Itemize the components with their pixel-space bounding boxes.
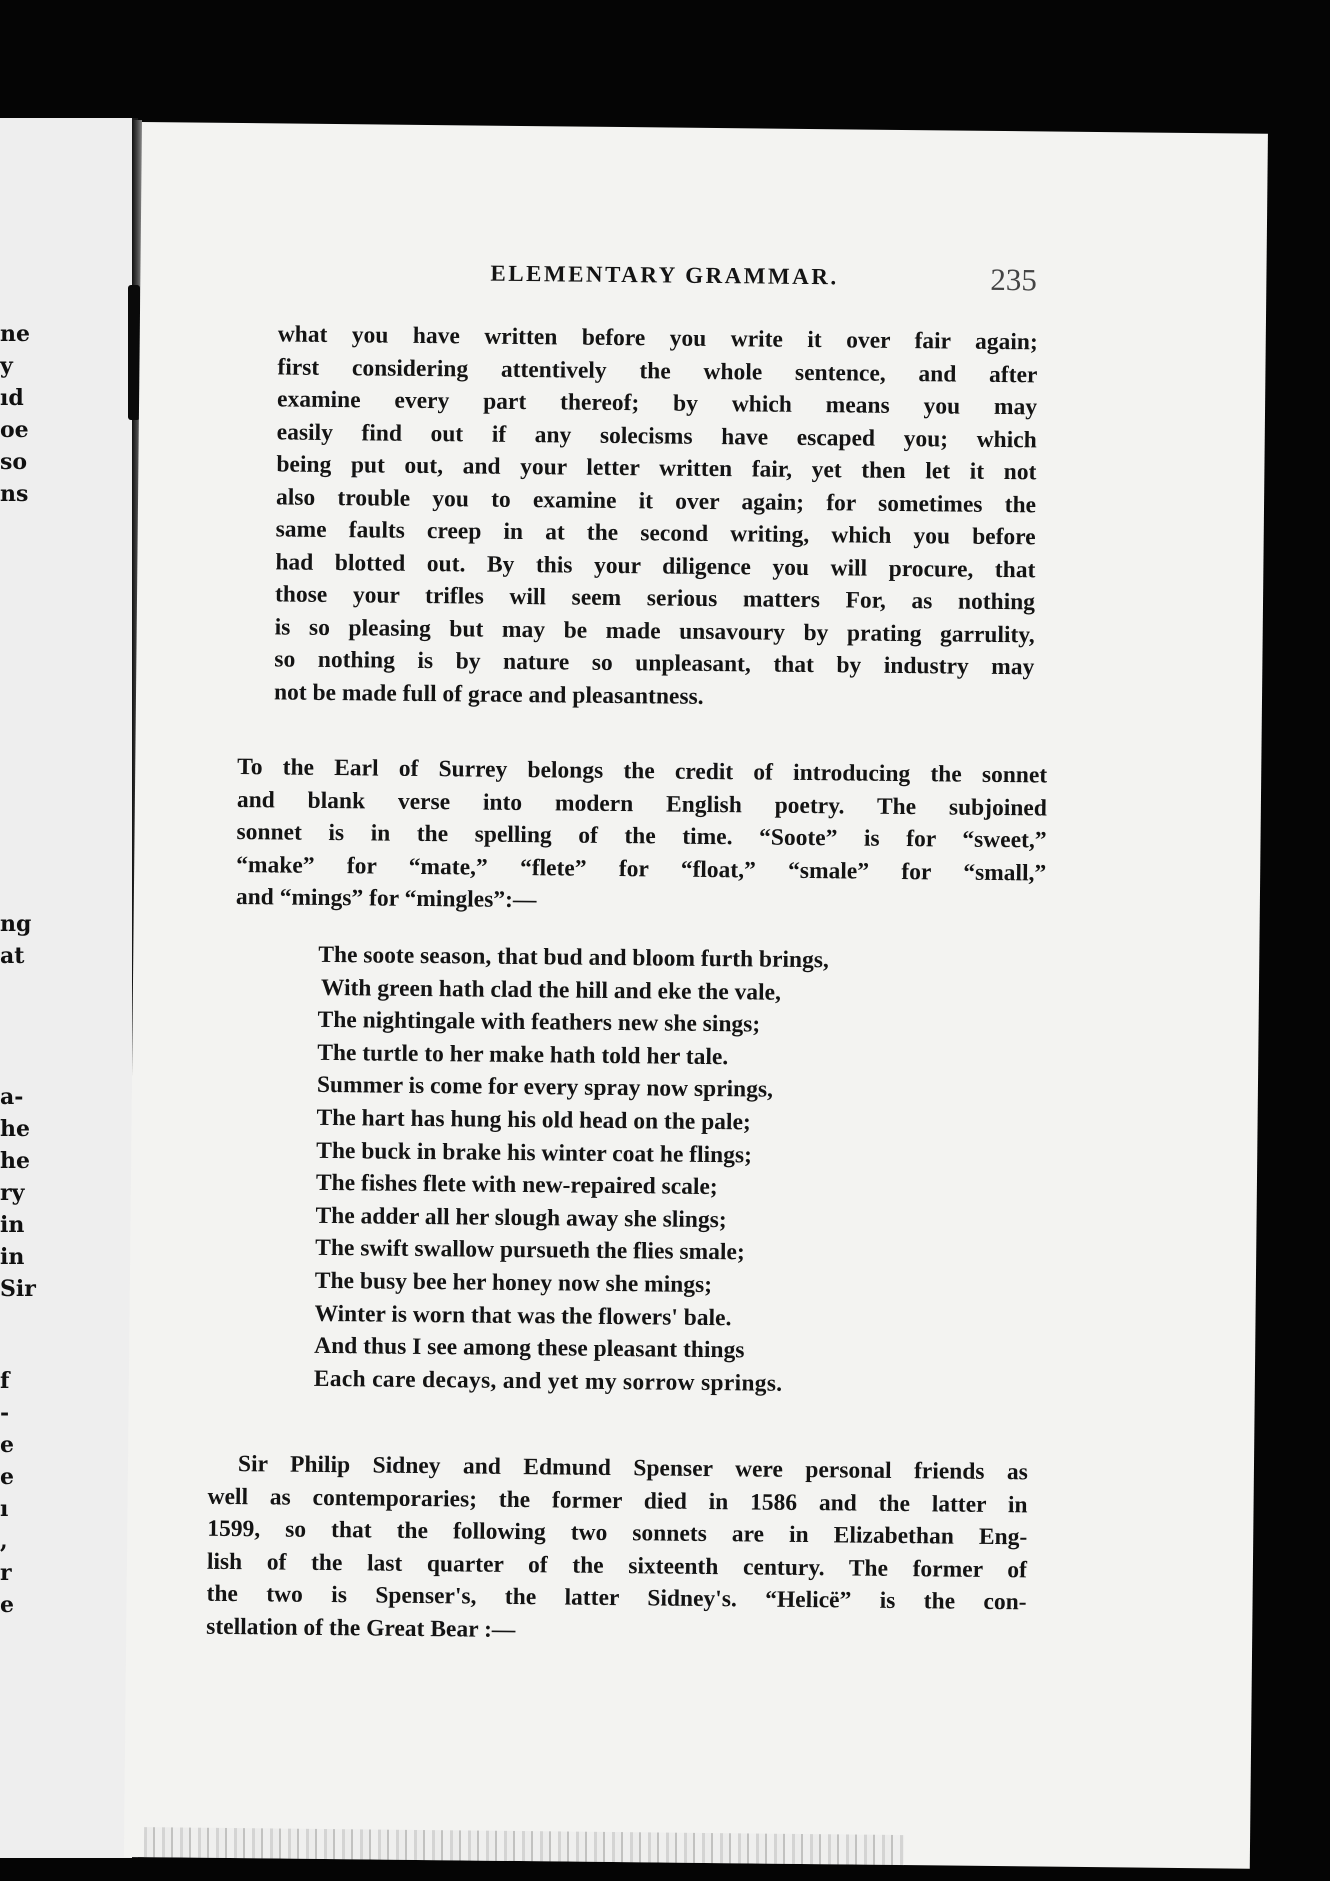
left-page-fragment: y [0,353,13,379]
surrey-sonnet [314,939,919,1402]
sonnet-line: The hart has hung his old head on the pale; [316,1104,751,1136]
text-line: not be made full of grace and pleasantness. [273,678,704,710]
left-page-fragment: e [0,1592,14,1618]
sonnet-line: With green hath clad the hill and eke the vale, [320,974,782,1006]
text-line: stellation of the Great Bear :— [206,1613,516,1643]
sonnet-line: Winter is worn that was the flowers' bale. [314,1300,732,1331]
text-line: so nothing is by nature so unpleasant, that by industry may [274,646,1035,681]
left-page-fragment: ng [0,911,32,937]
text-line: and “mings” for “mingles”:— [235,884,537,914]
text-line: also trouble you to examine it over again; for sometimes the [275,483,1037,518]
running-head: ELEMENTARY GRAMMAR. [490,260,839,290]
text-line: had blotted out. By this your diligence you will procure, that [275,548,1036,583]
left-page-fragment: ns [0,481,29,507]
left-facing-page [0,118,138,1858]
sonnet-line: The adder all her slough away she slings; [315,1202,727,1233]
paragraph-3 [206,1448,1028,1652]
sonnet-line: The busy bee her honey now she mings; [314,1267,713,1298]
left-page-fragment: he [0,1148,30,1174]
page-header [141,257,1267,298]
text-line: well as contemporaries; the former died in 1586 and the latter in [207,1483,1028,1518]
left-page-fragment: e [0,1464,14,1490]
left-page-fragment: he [0,1116,30,1142]
text-line: Sir Philip Sidney and Edmund Spenser were personal friends as [237,1451,1029,1486]
sonnet-line: Each care decays, and yet my sorrow springs. [313,1365,783,1397]
sonnet-line: The turtle to her make hath told her tale. [317,1039,729,1070]
text-line: same faults creep in at the second writing, which you before [275,516,1036,551]
left-page-fragment: in [0,1244,25,1270]
text-line: first considering attentively the whole sentence, and after [277,353,1038,388]
sonnet-line: And thus I see among these pleasant things [314,1332,745,1364]
left-page-fragment: e [0,1432,14,1458]
text-line: examine every part thereof; by which means you may [276,386,1038,421]
left-page-fragment: ry [0,1180,25,1206]
left-page-fragment: ne [0,321,30,347]
text-line: is so pleasing but may be made unsavoury by prating garrulity, [274,613,1035,648]
left-page-fragment: in [0,1212,25,1238]
sonnet-line: The nightingale with feathers new she sings; [317,1007,761,1038]
text-line: and blank verse into modern English poetry. The subjoined [236,786,1048,822]
sonnet-line: The fishes flete with new-repaired scale; [315,1170,718,1201]
paragraph-1 [274,318,1038,716]
text-line: lish of the last quarter of the sixteenth century. The former of [206,1548,1028,1583]
text-line: “make” for “mate,” “flete” for “float,” “smale” for “small,” [236,851,1047,887]
left-page-fragment: ı [0,1496,9,1522]
left-page-fragment: a- [0,1084,24,1110]
left-page-fragment: f [0,1368,10,1394]
text-line: the two is Spenser's, the latter Sidney's. “Helicë” is the con- [206,1580,1027,1616]
text-line: easily find out if any solecisms have escaped you; which [276,418,1037,453]
left-page-fragment: Sir [0,1276,36,1302]
text-line: 1599, so that the following two sonnets are in Elizabethan Eng- [207,1515,1028,1551]
left-page-fragment: oe [0,417,29,443]
text-line: To the Earl of Surrey belongs the credit of introducing the sonnet [237,754,1048,789]
book-page [124,122,1268,1869]
paragraph-2 [236,751,1048,922]
text-line: sonnet is in the spelling of the time. “Soote” is for “sweet,” [236,819,1047,854]
left-page-fragment: , [0,1528,8,1554]
left-page-fragment: r [0,1560,12,1586]
left-page-fragment: so [0,449,28,475]
sonnet-line: The swift swallow pursueth the flies smale; [315,1235,745,1266]
sonnet-line: Summer is come for every spray now springs, [316,1072,774,1104]
left-page-fragment: - [0,1400,10,1426]
sonnet-line: The buck in brake his winter coat he flings; [316,1137,753,1169]
scan-smudge [144,1827,904,1865]
sonnet-line: The soote season, that bud and bloom furth brings, [318,941,829,974]
left-page-fragment: ıd [0,385,24,411]
text-line: being put out, and your letter written fair, yet then let it not [276,451,1037,486]
text-line: those your trifles will seem serious matters For, as nothing [274,581,1036,616]
left-page-fragment: at [0,943,25,969]
text-line: what you have written before you write it over fair again; [277,321,1038,356]
page-number: 235 [990,261,1038,298]
